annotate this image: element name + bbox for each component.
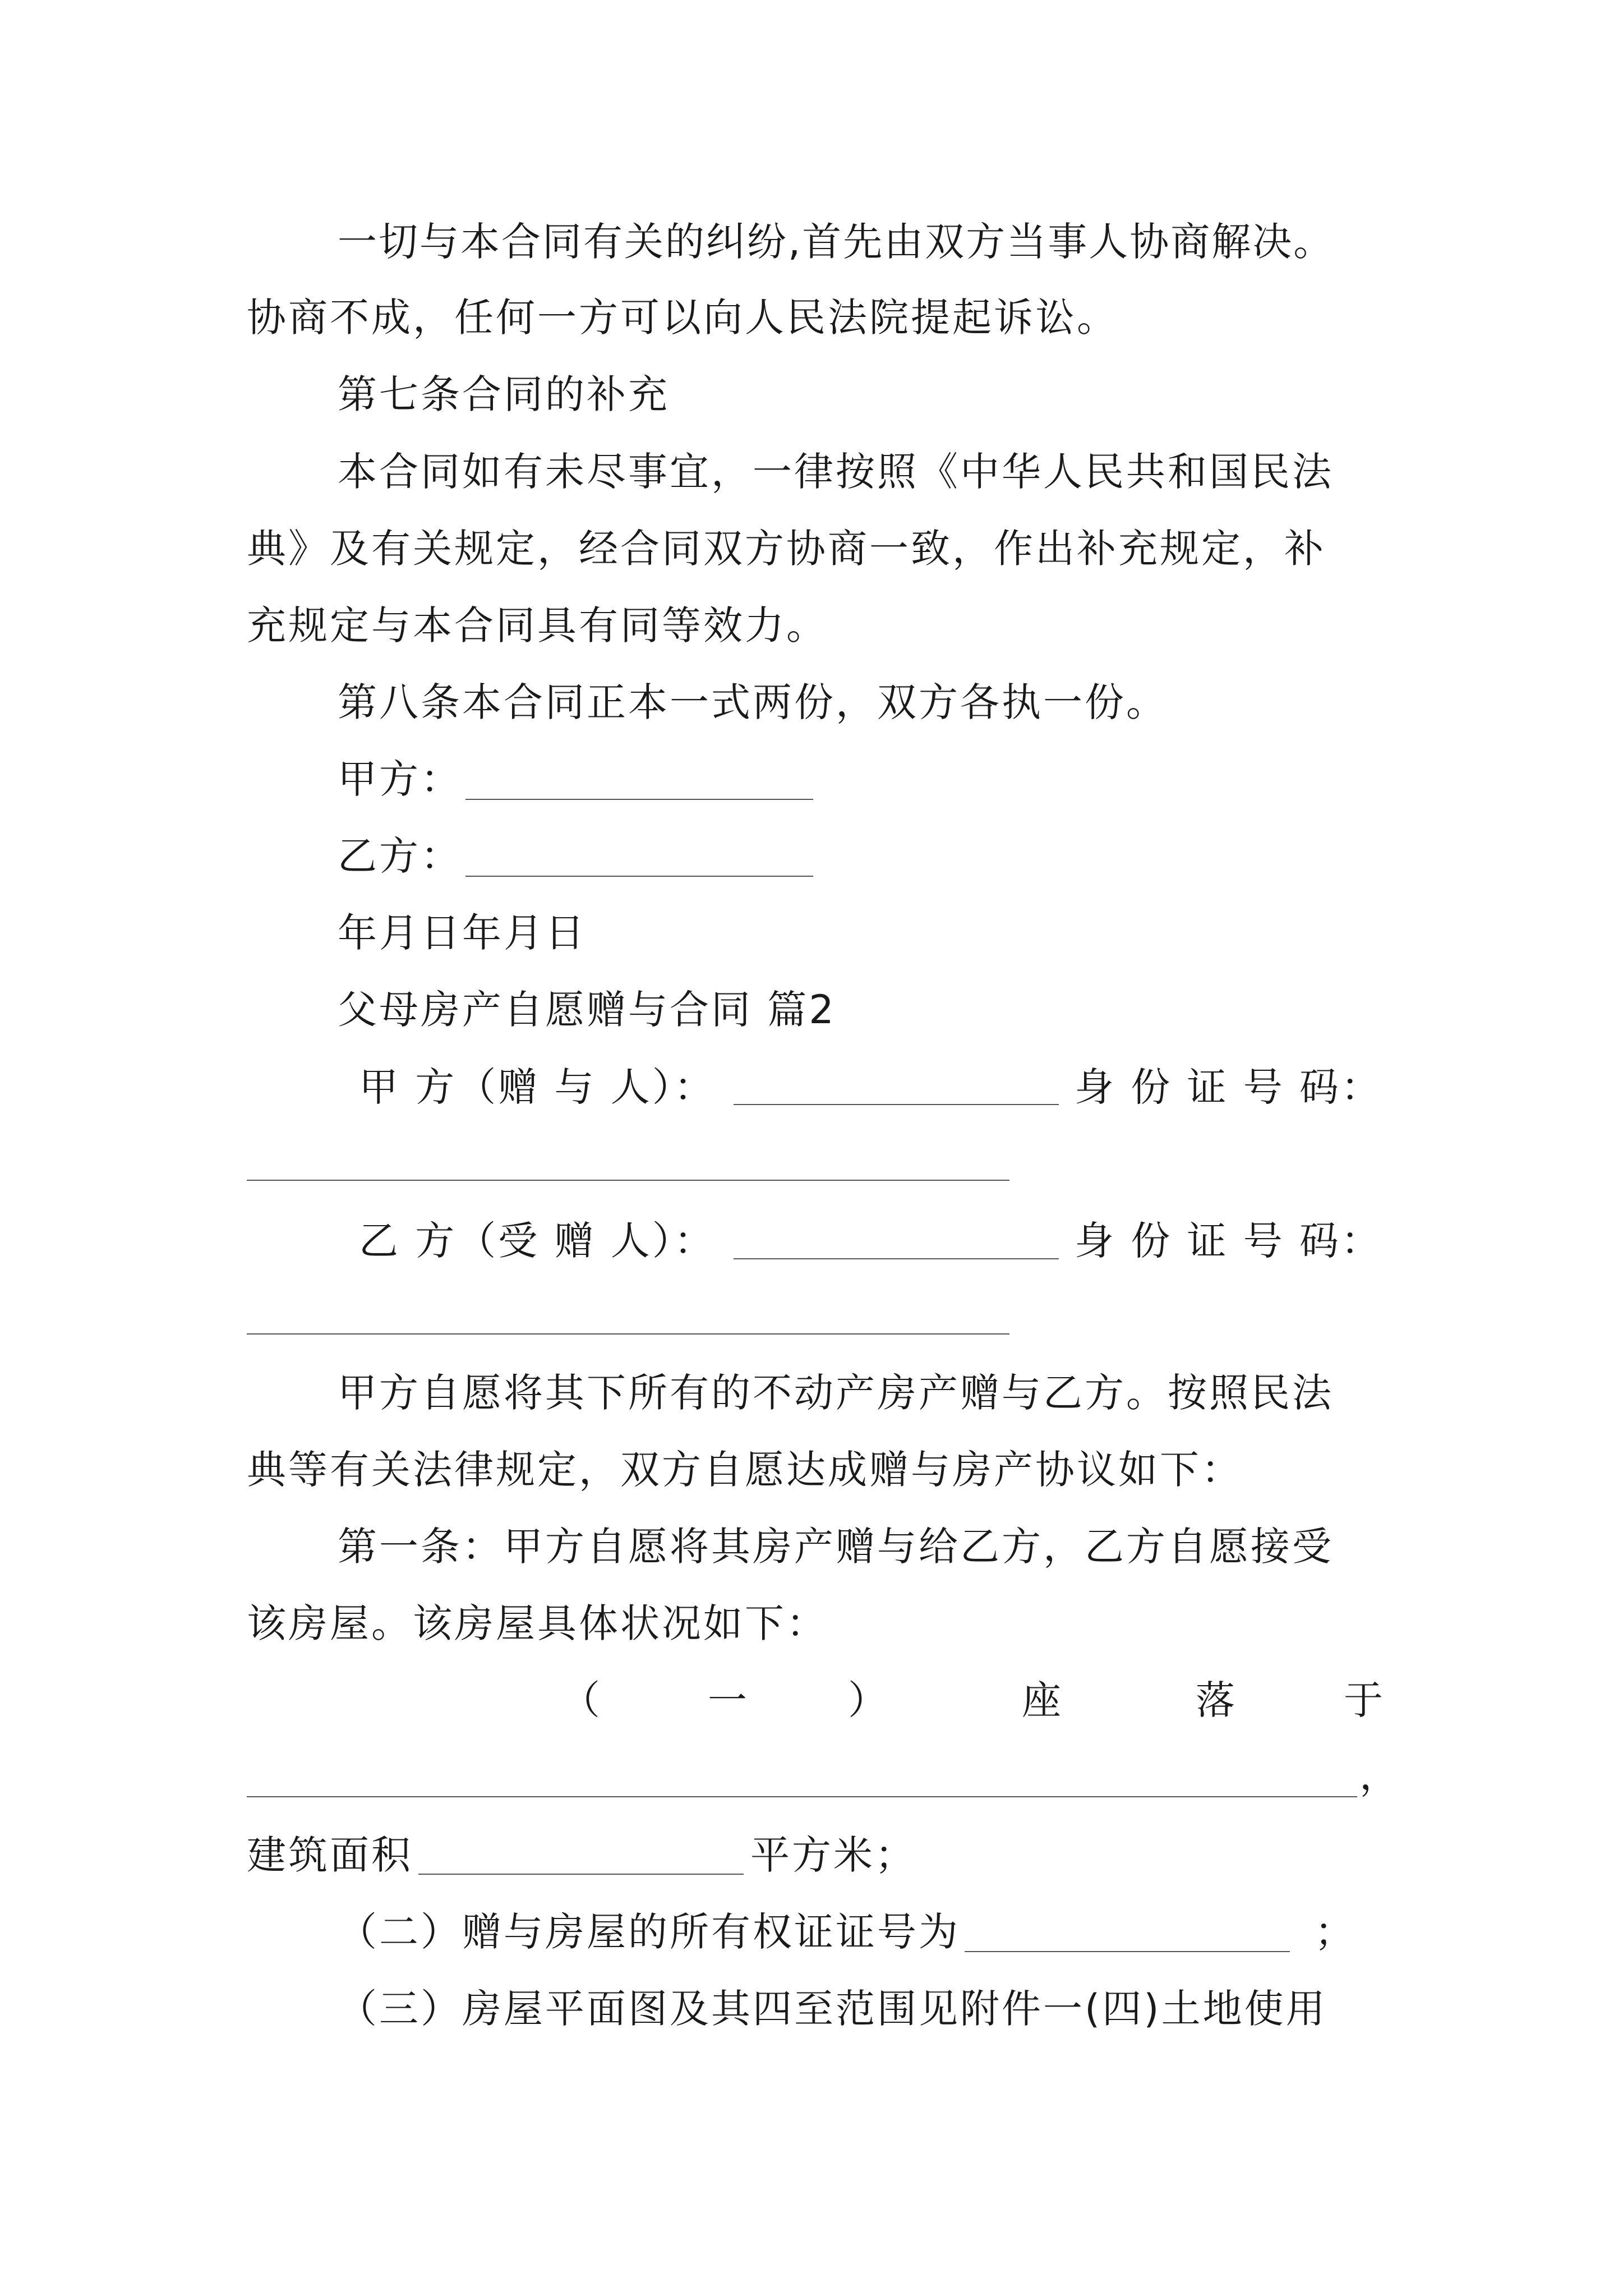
donee-name-blank[interactable] xyxy=(734,1258,1059,1259)
date-line: 年月日年月日 xyxy=(338,910,587,956)
item-3: （三）房屋平面图及其四至范围见附件一(四)土地使用 xyxy=(338,1986,1327,2032)
donor-id-label: 身 份 证 号 码： xyxy=(1075,1064,1383,1110)
donor-label: 甲 方（赠 与 人）： xyxy=(359,1064,716,1110)
area-label: 建筑面积 xyxy=(247,1832,413,1878)
donee-id-blank[interactable] xyxy=(247,1333,1009,1335)
party-b-label: 乙方： xyxy=(338,833,462,879)
item-1-paren-open: （ xyxy=(561,1677,600,1723)
party-a-label: 甲方： xyxy=(338,756,462,802)
area-value-blank[interactable] xyxy=(418,1874,744,1875)
donor-name-blank[interactable] xyxy=(734,1104,1059,1105)
donee-label: 乙 方（受 赠 人）： xyxy=(359,1218,716,1264)
item-1-number: 一 xyxy=(708,1677,747,1723)
article-7-line1: 本合同如有未尽事宜，一律按照《中华人民共和国民法 xyxy=(338,449,1334,495)
article-7-line3: 充规定与本合同具有同等效力。 xyxy=(247,602,828,648)
article-1-line2: 该房屋。该房屋具体状况如下： xyxy=(247,1600,828,1646)
party-a-signature-blank[interactable] xyxy=(465,799,813,800)
intro-line2: 典等有关法律规定，双方自愿达成赠与房产协议如下： xyxy=(247,1447,1243,1493)
section-2-title: 父母房产自愿赠与合同 篇2 xyxy=(338,987,836,1033)
paragraph-dispute-line2: 协商不成，任何一方可以向人民法院提起诉讼。 xyxy=(247,295,1118,341)
item-1-comma: ， xyxy=(1359,1752,1399,1798)
item-2-certificate-blank[interactable] xyxy=(965,1951,1290,1952)
article-1-line1: 第一条：甲方自愿将其房产赠与给乙方，乙方自愿接受 xyxy=(338,1524,1334,1570)
item-1-word-3: 于 xyxy=(1344,1677,1383,1723)
item-1-location-blank[interactable] xyxy=(247,1796,1357,1797)
donee-id-label: 身 份 证 号 码： xyxy=(1075,1218,1383,1264)
item-1-paren-close: ） xyxy=(848,1677,887,1723)
article-7-line2: 典》及有关规定，经合同双方协商一致，作出补充规定，补 xyxy=(247,526,1326,572)
article-8: 第八条本合同正本一式两份，双方各执一份。 xyxy=(338,679,1168,725)
paragraph-dispute-line1: 一切与本合同有关的纠纷,首先由双方当事人协商解决。 xyxy=(338,219,1335,265)
donor-id-blank[interactable] xyxy=(247,1180,1009,1181)
party-b-signature-blank[interactable] xyxy=(465,876,813,877)
article-7-title: 第七条合同的补充 xyxy=(338,371,670,417)
item-2-end: ； xyxy=(1315,1909,1356,1955)
intro-line1: 甲方自愿将其下所有的不动产房产赠与乙方。按照民法 xyxy=(338,1370,1334,1416)
item-2-label: （二）赠与房屋的所有权证证号为 xyxy=(338,1909,960,1955)
item-1-word-1: 座 xyxy=(1022,1677,1061,1723)
area-unit: 平方米； xyxy=(750,1832,916,1878)
item-1-word-2: 落 xyxy=(1196,1677,1235,1723)
